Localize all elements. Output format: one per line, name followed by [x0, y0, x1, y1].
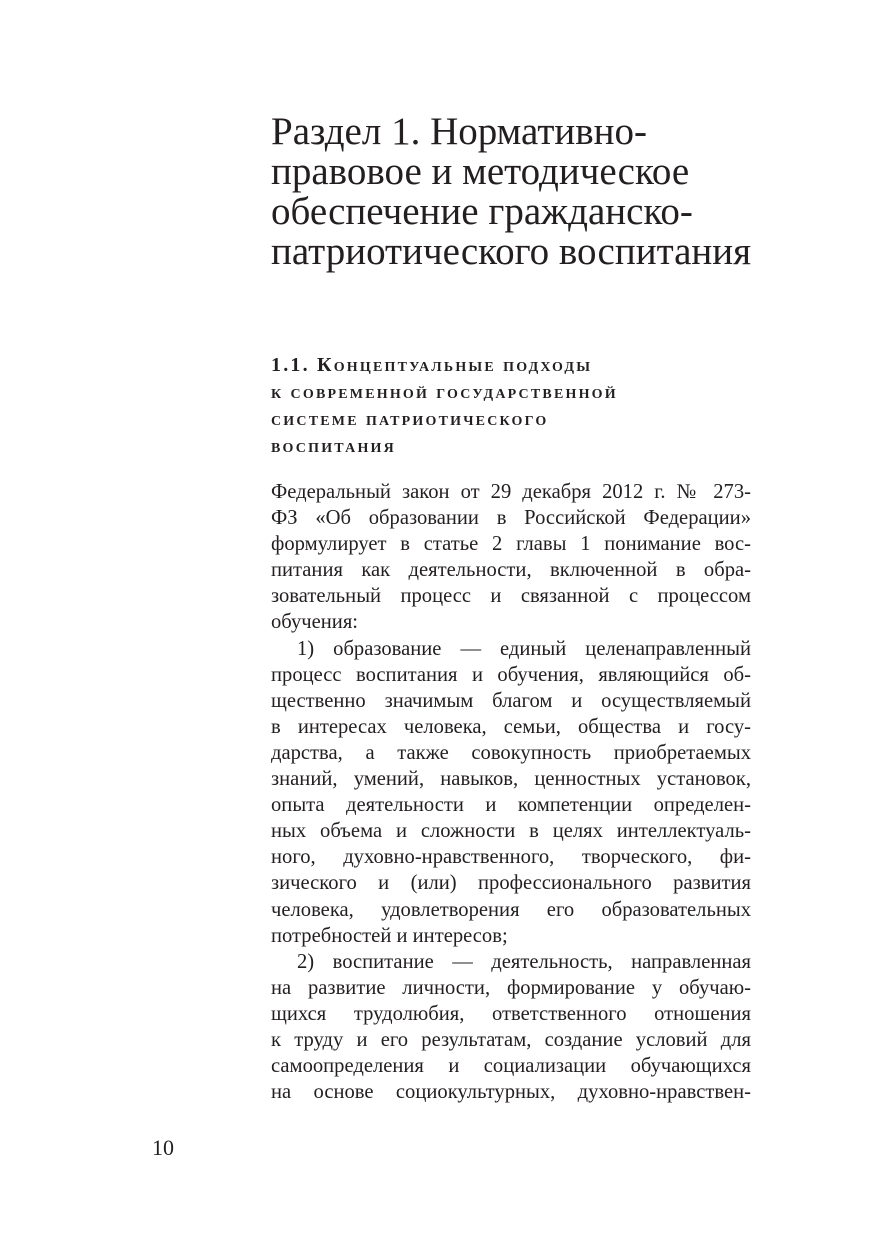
chapter-title-line: обеспечение гражданско-: [271, 190, 693, 233]
list-item-1-line: 1) образование — единый целенаправленный: [297, 637, 751, 660]
body-line: питания как деятельности, включенной в обра-: [271, 559, 751, 582]
body-text: [271, 479, 751, 1105]
body-line: человека, удовлетворения его образовательных: [271, 898, 751, 921]
body-line: опыта деятельности и компетенции определен-: [271, 794, 751, 817]
body-line: ных объема и сложности в целях интеллектуаль-: [271, 820, 751, 843]
page-number: 10: [152, 1135, 174, 1160]
body-line: зовательный процесс и связанной с процессом: [271, 585, 751, 608]
body-line: ного, духовно-нравственного, творческого, фи-: [271, 846, 751, 869]
body-line: знаний, умений, навыков, ценностных установок,: [271, 768, 751, 791]
section-heading-line: воспитания: [271, 435, 396, 457]
body-line: в интересах человека, семьи, общества и госу-: [271, 715, 751, 738]
body-line: зического и (или) профессионального развития: [271, 872, 751, 895]
body-line: к труду и его результатам, создание условий для: [271, 1028, 751, 1051]
chapter-title-line: правовое и методическое: [271, 150, 690, 193]
section-heading-line: 1.1. Концептуальные подходы: [271, 354, 593, 376]
chapter-title-line: Раздел 1. Нормативно-: [271, 110, 648, 153]
section-heading-line: к современной государственной: [271, 381, 618, 403]
chapter-title: [271, 112, 831, 272]
body-line: щихся трудолюбия, ответственного отношения: [271, 1002, 751, 1025]
section-heading: [271, 352, 791, 460]
body-line: потребностей и интересов;: [271, 924, 508, 947]
body-line: обучения:: [271, 611, 359, 634]
body-line: формулирует в статье 2 главы 1 понимание вос-: [271, 533, 751, 556]
list-item-2-line: 2) воспитание — деятельность, направленная: [297, 950, 751, 973]
body-line: процесс воспитания и обучения, являющийся об-: [271, 663, 751, 686]
body-line: ФЗ «Об образовании в Российской Федерации»: [271, 507, 751, 530]
body-line: Федеральный закон от 29 декабря 2012 г. № 273-: [271, 481, 751, 503]
body-line: на развитие личности, формирование у обучаю-: [271, 976, 751, 999]
section-heading-line: системе патриотического: [271, 408, 549, 430]
body-line: самоопределения и социализации обучающихся: [271, 1055, 751, 1078]
body-line: на основе социокультурных, духовно-нравствен-: [271, 1081, 751, 1104]
chapter-title-line: патриотического воспитания: [271, 230, 752, 273]
body-line: щественно значимым благом и осуществляемый: [271, 689, 751, 712]
body-line: дарства, а также совокупность приобретаемых: [271, 741, 751, 764]
